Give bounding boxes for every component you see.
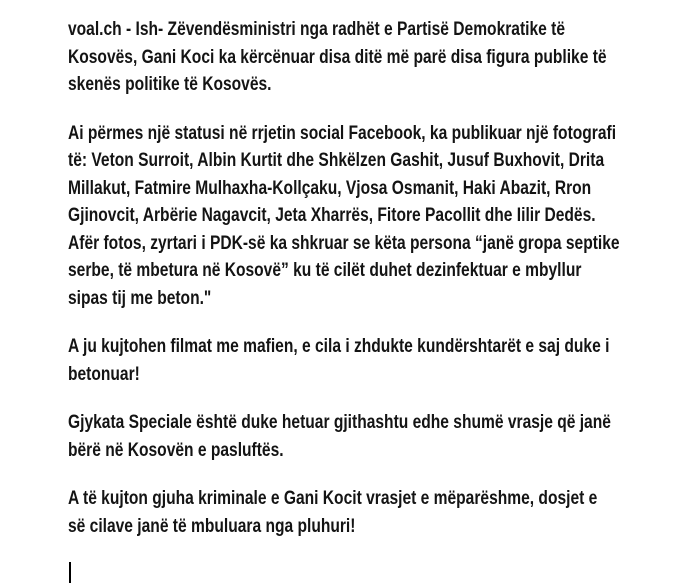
text-line: A ju kujtohen filmat me mafien, e cila i zhdukte kundërshtarët e saj duke i — [68, 336, 610, 357]
text-cursor-caret — [69, 562, 71, 583]
text-line: Ai përmes një statusi në rrjetin social Facebook, ka publikuar një fotografi — [68, 122, 617, 144]
text-line: serbe, të mbetura në Kosovë” ku të cilët duhet dezinfektuar e mbyllur — [68, 260, 582, 281]
text-line: së cilave janë të mbuluara nga pluhuri! — [68, 515, 356, 537]
paragraph-mafia-films — [68, 333, 666, 388]
paragraph-special-court — [68, 409, 666, 464]
text-line: bërë në Kosovën e pasluftës. — [68, 439, 284, 461]
text-line: sipas tij me beton." — [68, 287, 212, 309]
paragraph-facebook-status — [68, 120, 666, 313]
text-line: skenës politike të Kosovës. — [68, 74, 272, 95]
caret-line — [68, 561, 666, 583]
text-line: Gjinovcit, Arbërie Nagavcit, Jeta Xharrës, Fitore Pacollit dhe Iilir Dedës. — [68, 205, 596, 226]
paragraph-intro — [68, 16, 666, 99]
text-line: betonuar! — [68, 363, 140, 385]
text-line: të: Veton Surroit, Albin Kurtit dhe Shkëlzen Gashit, Jusuf Buxhovit, Drita — [68, 150, 605, 171]
text-line: Gjykata Speciale është duke hetuar gjithashtu edhe shumë vrasje që janë — [68, 412, 611, 433]
text-line: Afër fotos, zyrtari i PDK-së ka shkruar se këta persona “janë gropa septike — [68, 232, 620, 254]
paragraph-closing-question — [68, 485, 666, 540]
text-line: Millakut, Fatmire Mulhaxha-Kollçaku, Vjosa Osmanit, Haki Abazit, Rron — [68, 177, 592, 199]
text-line: voal.ch - Ish- Zëvendësministri nga radhët e Partisë Demokratike të — [68, 19, 566, 40]
text-line: Kosovës, Gani Koci ka kërcënuar disa ditë më parë disa figura publike të — [68, 46, 607, 68]
text-line: A të kujton gjuha kriminale e Gani Kocit vrasjet e mëparëshme, dosjet e — [68, 488, 598, 509]
